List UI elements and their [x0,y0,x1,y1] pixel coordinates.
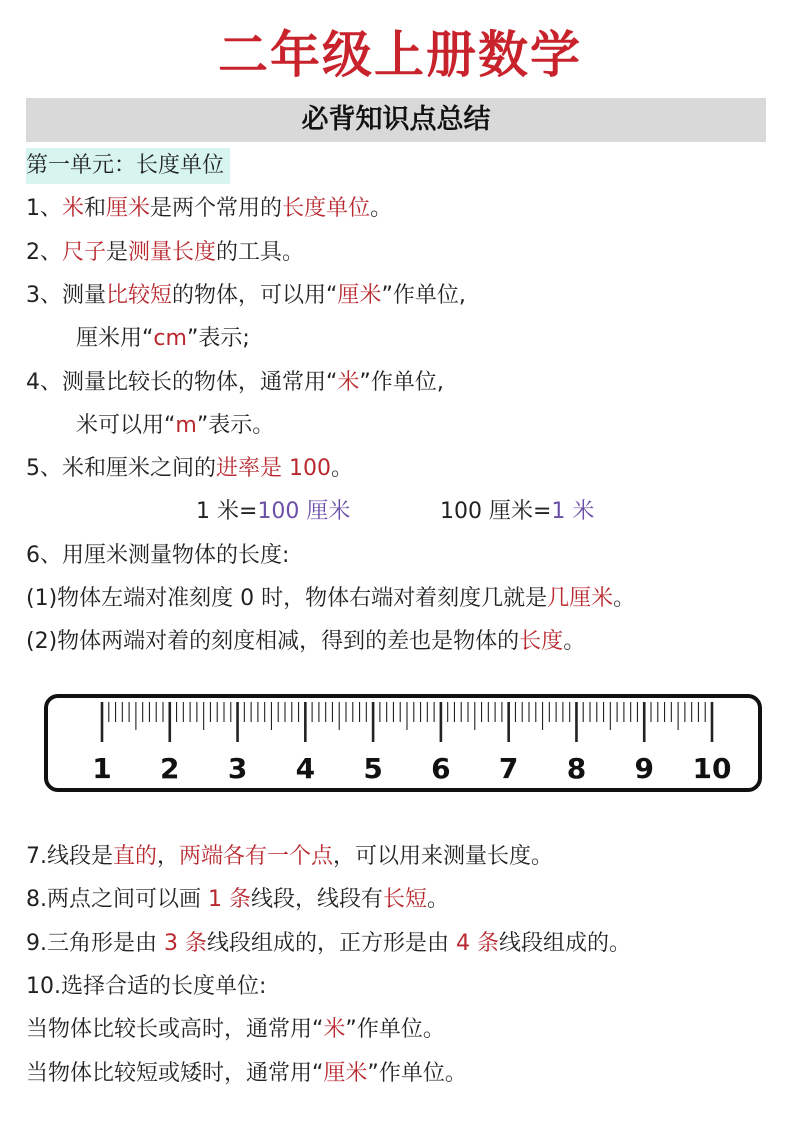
text-segment: 是 [106,240,129,265]
text-segment: 7.线段是 [26,844,113,869]
text-segment: 9.三角形是由 [26,931,164,956]
ruler-label: 1 [92,752,112,785]
point-8 [26,883,449,917]
text-segment: 当物体比较长或高时，通常用“ [26,1017,324,1042]
text-segment: 的物体，可以用“ [172,283,338,308]
text-segment: 和 [84,196,107,221]
text-segment: 米 [323,1017,346,1042]
point-2 [26,236,304,270]
text-segment: cm [153,326,187,351]
point-4-cont [76,409,274,443]
point-5 [26,452,353,486]
text-segment: ”作单位。 [367,1061,467,1086]
text-segment: 1 米 [551,499,595,524]
text-segment: 长度单位 [282,196,371,221]
text-segment: 线段，线段有 [250,887,383,912]
point-10 [26,970,266,1004]
point-3-cont [76,322,250,356]
text-segment: ”作单位, [359,370,444,395]
text-segment: 两端各有一个点 [179,844,334,869]
text-segment: 尺子 [62,240,107,265]
text-segment: 2、 [26,240,62,265]
text-segment: 1、 [26,196,62,221]
text-segment: 厘米 [323,1061,368,1086]
point-4 [26,366,444,400]
text-segment: 100 厘米 [257,499,351,524]
text-segment: 3、测量 [26,283,106,308]
text-segment: ”作单位, [381,283,466,308]
page-title: 二年级上册数学 [218,26,582,84]
point-6 [26,539,289,573]
point-9 [26,927,631,961]
point-3 [26,279,466,313]
text-segment: 米可以用“ [76,413,176,438]
text-segment: 直的 [113,844,158,869]
unit-heading: 第一单元：长度单位 [26,148,230,184]
text-segment: 5、米和厘米之间的 [26,456,216,481]
text-segment: m [175,413,197,438]
point-10-short [26,1057,467,1091]
ruler-label: 4 [295,752,316,785]
point-10-long [26,1013,445,1047]
text-segment: 。 [427,887,450,912]
text-segment: 4 条 [455,931,499,956]
point-7 [26,840,553,874]
text-segment: 长度 [519,629,564,654]
text-segment: 。 [331,456,354,481]
text-segment: 厘米 [337,283,382,308]
text-segment: 1 条 [207,887,251,912]
text-segment: ， [157,844,180,869]
text-segment: 线段组成的。 [498,931,631,956]
text-segment: 测量长度 [128,240,217,265]
text-segment: 6、用厘米测量物体的长度: [26,543,290,568]
text-segment: 几厘米 [547,586,614,611]
point-6-2 [26,625,585,659]
text-segment: 。 [563,629,586,654]
text-segment: ”表示; [186,326,250,351]
text-segment: 。 [613,586,636,611]
text-segment: 长短 [383,887,428,912]
text-segment: 的工具。 [216,240,305,265]
text-segment: 10.选择合适的长度单位: [26,974,267,999]
text-segment: 米 [62,196,85,221]
text-segment: 进率是 100 [216,456,331,481]
text-segment: 3 条 [163,931,207,956]
text-segment: (1)物体左端对准刻度 0 时，物体右端对着刻度几就是 [26,586,548,611]
ruler-label: 8 [566,752,587,785]
ruler-label: 2 [160,752,180,785]
point-1 [26,192,392,226]
text-segment: 100 厘米= [440,499,552,524]
text-segment: 厘米 [106,196,151,221]
text-segment: 厘米用“ [76,326,154,351]
ruler-label: 9 [634,752,654,785]
text-segment: 是两个常用的 [150,196,283,221]
ruler-label: 7 [498,752,519,785]
text-segment: 米 [337,370,360,395]
text-segment: ，可以用来测量长度。 [333,844,554,869]
text-segment: 4、测量比较长的物体，通常用“ [26,370,338,395]
text-segment: 1 米= [196,499,258,524]
text-segment: ”作单位。 [345,1017,445,1042]
text-segment: (2)物体两端对着的刻度相减，得到的差也是物体的 [26,629,520,654]
ruler-illustration [44,694,762,792]
text-segment: 。 [370,196,393,221]
text-segment: 8.两点之间可以画 [26,887,208,912]
conversion-meter [196,495,350,529]
text-segment: 当物体比较短或矮时，通常用“ [26,1061,324,1086]
point-6-1 [26,582,635,616]
text-segment: ”表示。 [196,413,275,438]
ruler-label: 6 [431,752,451,785]
ruler-label: 10 [692,752,732,785]
page-subtitle: 必背知识点总结 [26,98,766,142]
ruler-label: 3 [227,752,248,785]
ruler-label: 5 [363,752,383,785]
conversion-centimeter [440,495,594,529]
text-segment: 比较短 [106,283,173,308]
text-segment: 线段组成的，正方形是由 [206,931,456,956]
